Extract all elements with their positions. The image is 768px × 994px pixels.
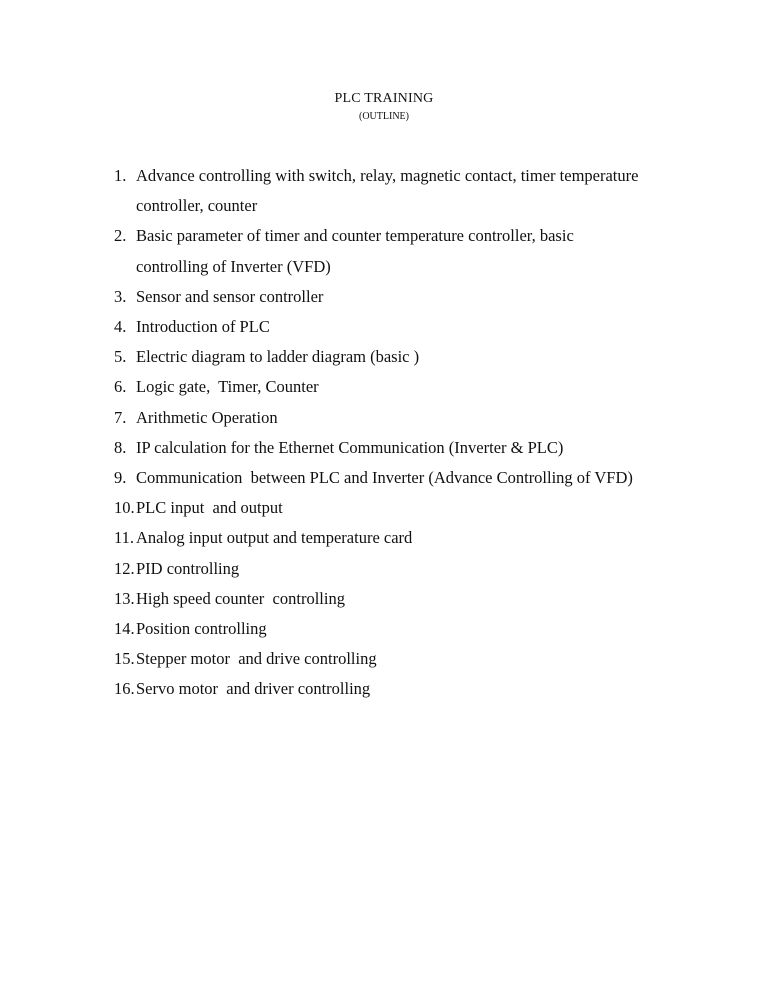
outline-item-number: 9.: [114, 468, 127, 488]
outline-item-13: [114, 584, 714, 614]
outline-item-number: 3.: [114, 286, 127, 306]
outline-item-16: [114, 674, 714, 704]
outline-item-9: [114, 463, 714, 493]
outline-item-text: PID controlling: [136, 558, 240, 578]
outline-item-text: Analog input output and temperature card: [136, 528, 413, 548]
outline-item-number: 12.: [114, 558, 135, 578]
outline-item-1: [114, 161, 714, 191]
outline-item-text: Sensor and sensor controller: [136, 286, 324, 306]
outline-item-text: Stepper motor and drive controlling: [136, 649, 377, 669]
outline-item-12: [114, 554, 714, 584]
outline-item-number: 10.: [114, 498, 135, 518]
outline-item-text: controller, counter: [136, 196, 258, 216]
outline-item-text: Electric diagram to ladder diagram (basic ): [136, 347, 420, 367]
outline-item-number: 6.: [114, 377, 127, 397]
outline-item-text: Logic gate, Timer, Counter: [136, 377, 319, 397]
document-title: PLC TRAINING: [334, 91, 434, 106]
outline-item-7: [114, 403, 714, 433]
outline-item-number: 16.: [114, 679, 135, 699]
outline-item-8: [114, 433, 714, 463]
outline-item-text: Servo motor and driver controlling: [136, 679, 371, 699]
outline-item-text: controlling of Inverter (VFD): [136, 256, 331, 276]
outline-item-text: Introduction of PLC: [136, 317, 270, 337]
outline-item-number: 4.: [114, 317, 127, 337]
outline-item-2-continued: [114, 252, 714, 282]
outline-item-number: 11.: [114, 528, 135, 548]
outline-item-number: 2.: [114, 226, 127, 246]
outline-item-15: [114, 644, 714, 674]
outline-item-text: Basic parameter of timer and counter temperature controller, basic: [136, 226, 574, 246]
outline-item-text: High speed counter controlling: [136, 588, 345, 608]
outline-item-14: [114, 614, 714, 644]
outline-item-number: 14.: [114, 619, 135, 639]
outline-item-text: IP calculation for the Ethernet Communication (Inverter & PLC): [136, 437, 564, 457]
outline-item-number: 7.: [114, 407, 127, 427]
outline-item-2: [114, 221, 714, 251]
outline-item-number: 13.: [114, 588, 135, 608]
outline-item-10: [114, 493, 714, 523]
outline-item-6: [114, 372, 714, 402]
outline-item-1-continued: [114, 191, 714, 221]
outline-item-text: Advance controlling with switch, relay, magnetic contact, timer temperature: [136, 166, 639, 185]
outline-item-3: [114, 282, 714, 312]
outline-item-text: Position controlling: [136, 619, 267, 639]
document-subtitle: (OUTLINE): [359, 111, 409, 122]
outline-item-number: 1.: [114, 166, 127, 185]
outline-list: [114, 161, 714, 705]
outline-item-number: 5.: [114, 347, 127, 367]
outline-item-11: [114, 523, 714, 553]
outline-item-5: [114, 342, 714, 372]
outline-item-4: [114, 312, 714, 342]
outline-item-text: Communication between PLC and Inverter (Advance Controlling of VFD): [136, 468, 633, 488]
outline-item-number: 15.: [114, 649, 135, 669]
outline-item-text: Arithmetic Operation: [136, 407, 278, 427]
outline-item-number: 8.: [114, 437, 127, 457]
outline-item-text: PLC input and output: [136, 498, 283, 518]
